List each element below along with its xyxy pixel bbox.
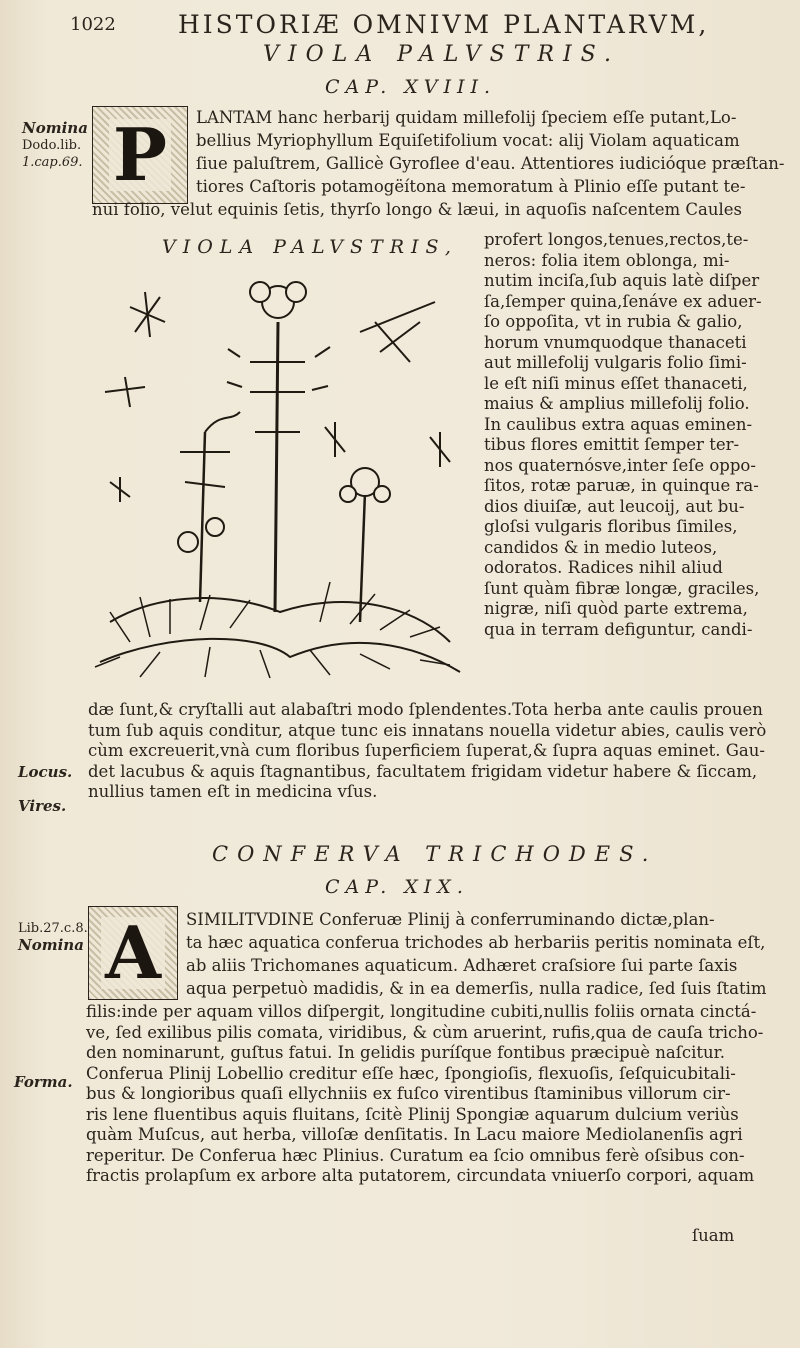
section2-line-1: SIMILITVDINE Conferuæ Plinij à conferruminando dictæ,plan-: [186, 910, 715, 929]
side-line: gloſsi vulgaris floribus ſimiles,: [484, 517, 738, 536]
section1-title: VIOLA PALVSTRIS.: [263, 42, 620, 67]
side-line: nigræ, niſi quòd parte extrema,: [484, 599, 748, 618]
margin-forma: Forma.: [14, 1073, 73, 1091]
section2-line: Conferua Plinij Lobellio creditur eſſe hæc, ſpongioſis, flexuoſis, ſeſquicubitali-: [86, 1063, 736, 1083]
side-line: le eſt niſi minus eſſet thanaceti,: [484, 373, 748, 393]
side-line: horum vnumquodque thanaceti: [484, 332, 747, 352]
tail-line: tum ſub aquis conditur, atque tunc eis innatans nouella videtur abies, caulis verò: [88, 720, 767, 740]
side-line: odoratos. Radices nihil aliud: [484, 558, 723, 577]
section1-line-2: bellius Myriophyllum Equiſetifolium vocat: alij Violam aquaticam: [196, 131, 740, 150]
section2-line: ris lene fluentibus aquis fluitans, ſcitè Plinij Spongiæ aquarum dulcium veriùs: [86, 1104, 739, 1124]
side-line: tibus flores emittit ſemper ter-: [484, 435, 740, 454]
section2-line: fractis prolapſum ex arbore alta putatorem, circundata vniuerſo corpori, aquam: [86, 1166, 755, 1185]
margin-vires: Vires.: [18, 797, 67, 815]
tail-line: nullius tamen eſt in medicina vſus.: [88, 782, 378, 801]
figure-caption: VIOLA PALVSTRIS,: [162, 236, 458, 258]
section2-line-4: aqua perpetuò madidis, & in ea demerſis, nulla radice, ſed ſuis ſtatim: [186, 979, 767, 998]
section2-line: filis:inde per aquam villos diſpergit, longitudine cubiti,nullis foliis ornata cinctá-: [86, 1002, 757, 1021]
section2-line: bus & longioribus quaſi ellychniis ex fuſco virentibus ſtaminibus villorum cir-: [86, 1084, 731, 1103]
side-line: neros: folia item oblonga, mi-: [484, 250, 730, 270]
viola-palustris-woodcut: [90, 262, 470, 692]
section2-body: [86, 1002, 763, 1187]
catchword: ſuam: [692, 1226, 735, 1245]
margin-locus: Locus.: [18, 763, 73, 781]
section1-line-5: nui folio, velut equinis ſetis, thyrſo longo & læui, in aquoſis naſcentem Caules: [92, 200, 742, 219]
section1-tail: [88, 700, 766, 803]
side-line: nutim inciſa,ſub aquis latè diſper: [484, 271, 760, 290]
section1-line-1: LANTAM hanc herbarij quidam millefolij ſpeciem eſſe putant,Lo-: [196, 108, 737, 127]
section2-line: ve, ſed exilibus pilis comata, viridibus, & cùm aruerint, rufis,qua de cauſa tricho-: [86, 1022, 764, 1042]
side-line: aut millefolij vulgaris folio ſimi-: [484, 353, 747, 372]
section1-line-3: ſiue paluſtrem, Gallicè Gyroflee d'eau. Attentiores iudicióque præſtan-: [196, 154, 785, 173]
section2-line-2: ta hæc aquatica conferua trichodes ab herbariis peritis nominata eſt,: [186, 933, 766, 952]
side-line: ſo oppoſita, vt in rubia & galio,: [484, 312, 743, 331]
section2-line: quàm Muſcus, aut herba, villoſæ denſitatis. In Lacu maiore Mediolanenſis agri: [86, 1125, 743, 1144]
side-line: maius & amplius millefolij folio.: [484, 394, 750, 413]
side-line: dios diuiſæ, aut leucoij, aut bu-: [484, 496, 745, 516]
section2-line: den nominarunt, guſtus fatui. In gelidis puríſque fontibus præcipuè naſcitur.: [86, 1043, 725, 1062]
running-title: HISTORIÆ OMNIVM PLANTARVM,: [178, 10, 710, 39]
side-line: ſitos, rotæ paruæ, in quinque ra-: [484, 476, 759, 495]
section1-side-column: [484, 230, 762, 640]
section2-chapter: CAP. XIX.: [325, 876, 469, 898]
side-line: qua in terram defiguntur, candi-: [484, 619, 753, 639]
drop-cap-p: P: [92, 106, 188, 204]
side-line: nos quaternósve,inter ſeſe oppo-: [484, 455, 756, 475]
section2-line: reperitur. De Conferua hæc Plinius. Curatum ea ſcio omnibus ferè oſsibus con-: [86, 1145, 745, 1165]
tail-line: cùm excreuerit,vnà cum floribus ſuperficiem ſuperat,& ſupra aquas eminet. Gau-: [88, 741, 765, 760]
section1-chapter: CAP. XVIII.: [325, 76, 497, 98]
margin-note-lib27: Lib.27.c.8. Nomina: [18, 921, 88, 954]
side-line: In caulibus extra aquas eminen-: [484, 414, 753, 434]
section1-line-4: tiores Caſtoris potamogëítona memoratum à Plinio eſſe putant te-: [196, 177, 746, 196]
tail-line: det lacubus & aquis ſtagnantibus, facultatem frigidam videtur habere & ſiccam,: [88, 761, 758, 781]
drop-cap-a: A: [88, 906, 178, 1000]
tail-line: dæ ſunt,& cryſtalli aut alabaſtri modo ſplendentes.Tota herba ante caulis prouen: [88, 700, 763, 719]
side-line: ſunt quàm fibræ longæ, graciles,: [484, 578, 760, 598]
side-line: candidos & in medio luteos,: [484, 537, 718, 557]
margin-note-nomina: Nomina Dodo.lib. 1.cap.69.: [22, 119, 88, 170]
section2-line-3: ab aliis Trichomanes aquaticum. Adhæret craſsiore ſui parte ſaxis: [186, 956, 738, 975]
page-number: 1022: [70, 14, 116, 35]
section2-title: CONFERVA TRICHODES.: [212, 842, 658, 866]
side-line: ſa,ſemper quina,ſenáve ex aduer-: [484, 291, 762, 311]
side-line: profert longos,tenues,rectos,te-: [484, 230, 749, 249]
